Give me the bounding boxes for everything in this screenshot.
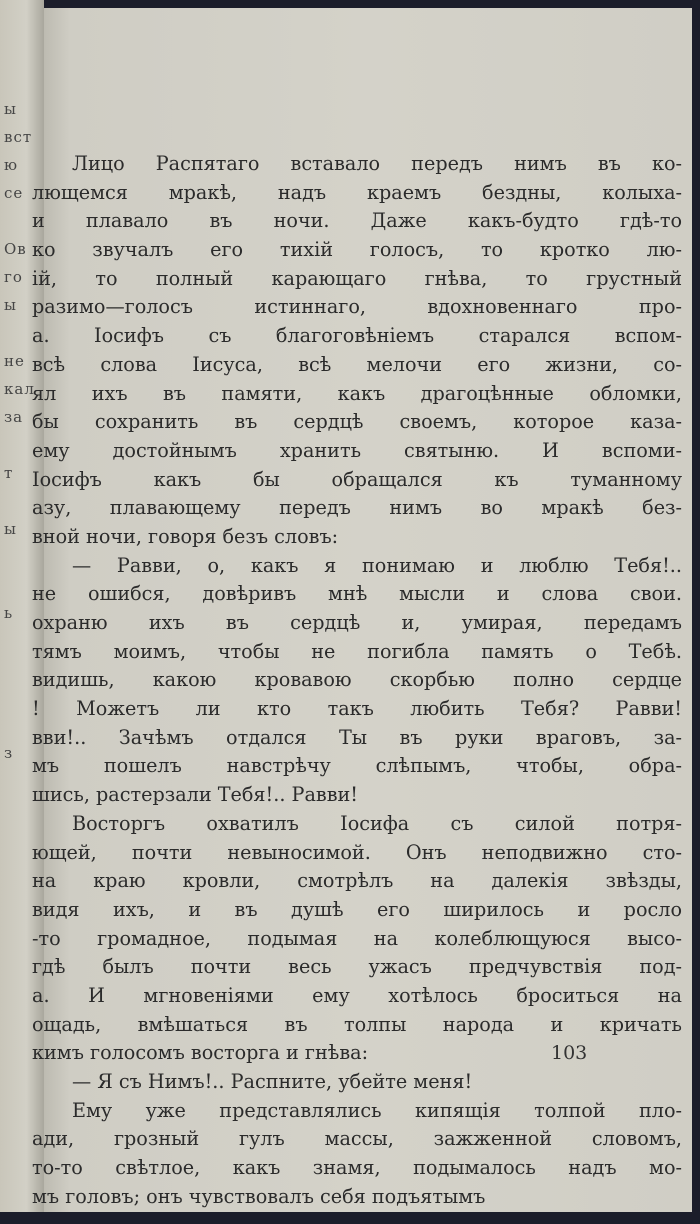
left-page-fragment: не [4,352,25,370]
left-page-fragment: ю [4,156,19,174]
text-line: ій, то полный карающаго гнѣва, то грустный [32,266,682,290]
left-page-fragment: Ов [4,240,27,258]
text-line: Лицо Распятаго вставало передъ нимъ въ ко- [72,152,682,175]
left-page-fragment: ы [4,100,17,118]
text-line: бы сохранить въ сердцѣ своемъ, которое каза- [32,410,682,434]
left-page-fragment: го [4,268,23,286]
text-line: — Я съ Нимъ!.. Распните, убейте меня! [72,1070,473,1093]
text-line: ял ихъ въ памяти, какъ драгоцѣнные обломки, [32,381,682,405]
left-page-fragment: вст [4,128,33,146]
text-line: охраню ихъ въ сердцѣ и, умирая, передамъ [32,611,682,634]
left-page-fragment: ь [4,604,14,622]
text-line: мъ пошелъ навстрѣчу слѣпымъ, чтобы, обра- [32,754,682,778]
text-line: — Равви, о, какъ я понимаю и люблю Тебя!.. [72,553,682,577]
left-page-fragment: се [4,184,24,202]
text-line: ! Можетъ ли кто такъ любить Тебя? Равви! [32,697,682,721]
text-line: Восторгъ охватилъ Іосифа съ силой потря- [72,811,682,835]
text-line: а. Іосифъ съ благоговѣніемъ старался вспом- [32,324,682,348]
left-page-fragment: з [4,744,14,762]
page-number: 103 [551,1042,588,1064]
text-line: мъ головъ; онъ чувствовалъ себя подъятымъ [32,1184,486,1208]
book-page [32,8,692,1212]
text-line: вви!.. Зачѣмъ отдался Ты въ руки враговъ, за- [32,725,682,749]
left-page-fragment: кал [4,380,35,398]
left-page-fragment: ы [4,520,17,538]
text-line: -то громадное, подымая на колеблющуюся высо- [32,926,682,950]
text-line: гдѣ былъ почти весь ужасъ предчувствія под- [32,955,682,979]
text-line: кимъ голосомъ восторга и гнѣва: [32,1041,369,1065]
left-page-fragment: за [4,408,24,426]
text-line: вной ночи, говоря безъ словъ: [32,524,339,548]
text-line: разимо—голосъ истиннаго, вдохновеннаго про- [32,295,682,319]
text-line: ющей, почти невыносимой. Онъ неподвижно сто- [32,840,682,864]
left-page-fragment: т [4,464,14,482]
text-line: Ему уже представлялись кипящія толпой пло- [72,1098,682,1122]
text-line: всѣ слова Іисуса, всѣ мелочи его жизни, со- [32,352,682,376]
text-line: видя ихъ, и въ душѣ его ширилось и росло [32,897,682,921]
text-line: Іосифъ какъ бы обращался къ туманному [32,467,682,491]
bottom-band [0,1212,700,1224]
text-line: лющемся мракѣ, надъ краемъ бездны, колыха- [32,180,682,204]
text-line: и плавало въ ночи. Даже какъ-будто гдѣ-то [32,209,682,233]
text-line: то-то свѣтлое, какъ знамя, подымалось надъ мо- [32,1156,682,1180]
text-line: ему достойнымъ хранить святыню. И вспоми- [32,438,682,462]
text-line: не ошибся, довѣривъ мнѣ мысли и слова свои. [32,582,682,606]
text-line: ади, грозный гулъ массы, зажженной словомъ, [32,1127,682,1151]
text-line: шись, растерзали Тебя!.. Равви! [32,783,358,807]
text-line: видишь, какою кровавою скорбью полно сердце [32,668,682,692]
text-line: тямъ моимъ, чтобы не погибла память о Тебѣ. [32,639,682,663]
text-line: на краю кровли, смотрѣлъ на далекія звѣзды, [32,869,682,893]
text-line: ощадь, вмѣшаться въ толпы народа и кричать [32,1012,682,1036]
text-line: ко звучалъ его тихій голосъ, то кротко лю- [32,238,682,262]
text-line: а. И мгновеніями ему хотѣлось броситься на [32,983,682,1007]
left-page-fragment: ы [4,296,17,314]
text-line: азу, плавающему передъ нимъ во мракѣ без- [32,496,682,520]
